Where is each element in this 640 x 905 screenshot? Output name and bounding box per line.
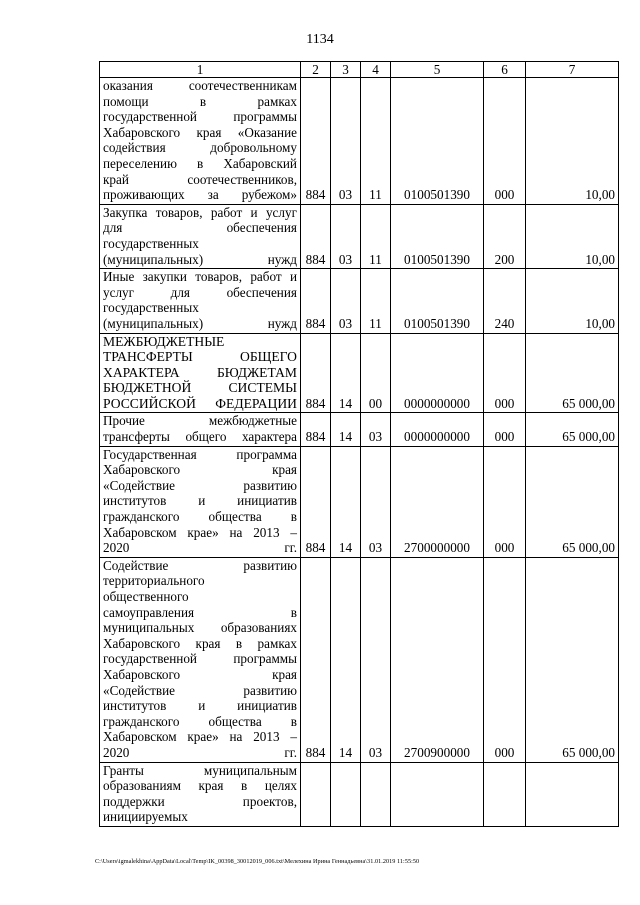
cell-target-article: 2700000000 bbox=[391, 446, 484, 557]
header-col-6: 6 bbox=[484, 62, 526, 78]
header-col-5: 5 bbox=[391, 62, 484, 78]
cell-ministry-code: 884 bbox=[301, 269, 331, 333]
item-name-line: «Содействие развитию bbox=[103, 477, 297, 493]
item-name-line: край соотечественников, bbox=[103, 171, 297, 187]
item-name-line: переселению в Хабаровский bbox=[103, 155, 297, 171]
cell-section: 14 bbox=[331, 557, 361, 762]
item-name-line: институтов и инициатив bbox=[103, 698, 297, 714]
cell-item-name bbox=[100, 762, 301, 826]
item-name-line: БЮДЖЕТНОЙ СИСТЕМЫ bbox=[103, 380, 297, 396]
header-col-4: 4 bbox=[361, 62, 391, 78]
cell-item-name bbox=[100, 446, 301, 557]
cell-target-article bbox=[391, 762, 484, 826]
cell-subsection: 11 bbox=[361, 204, 391, 268]
item-name-line: муниципальных образованиях bbox=[103, 620, 297, 636]
cell-item-name bbox=[100, 204, 301, 268]
item-name-line: образованиям края в целях bbox=[103, 778, 297, 794]
cell-item-name bbox=[100, 413, 301, 446]
table-row bbox=[100, 269, 619, 333]
cell-ministry-code: 884 bbox=[301, 413, 331, 446]
header-row bbox=[100, 62, 619, 78]
cell-expense-type: 000 bbox=[484, 78, 526, 205]
item-name-line: оказания соотечественникам bbox=[103, 78, 297, 93]
cell-subsection: 03 bbox=[361, 413, 391, 446]
cell-section: 14 bbox=[331, 333, 361, 413]
cell-amount: 65 000,00 bbox=[526, 333, 619, 413]
table-row bbox=[100, 557, 619, 762]
item-name-line: РОССИЙСКОЙ ФЕДЕРАЦИИ bbox=[103, 395, 297, 411]
item-name-line: ТРАНСФЕРТЫ ОБЩЕГО bbox=[103, 349, 297, 365]
cell-target-article: 2700900000 bbox=[391, 557, 484, 762]
cell-subsection: 11 bbox=[361, 78, 391, 205]
cell-expense-type bbox=[484, 762, 526, 826]
budget-table bbox=[99, 61, 619, 827]
item-name-line: 2020 гг. bbox=[103, 744, 297, 760]
cell-ministry-code bbox=[301, 762, 331, 826]
cell-section: 14 bbox=[331, 413, 361, 446]
cell-ministry-code: 884 bbox=[301, 446, 331, 557]
cell-target-article: 0100501390 bbox=[391, 78, 484, 205]
item-name-line: государственной программы bbox=[103, 651, 297, 667]
file-path-footer: C:\Users\igmalekhina\AppData\Local\Temp\IK_00398_30012019_006.txt\Мелехина Ирина Геннадьевна\31.01.2019 11:55:50 bbox=[95, 858, 420, 865]
item-name-line: 2020 гг. bbox=[103, 540, 297, 556]
item-name-line: самоуправления в bbox=[103, 604, 297, 620]
cell-subsection: 03 bbox=[361, 557, 391, 762]
item-name-line: проживающих за рубежом» bbox=[103, 187, 297, 203]
item-name-line: государственной программы bbox=[103, 109, 297, 125]
item-name-line: гражданского общества в bbox=[103, 509, 297, 525]
item-name-line: инициируемых bbox=[103, 809, 188, 825]
table-row bbox=[100, 762, 619, 826]
item-name-line: Гранты муниципальным bbox=[103, 762, 297, 778]
item-name-line: Хабаровского края bbox=[103, 666, 297, 682]
item-name-line: институтов и инициатив bbox=[103, 493, 297, 509]
item-name-line: Хабаровского края bbox=[103, 462, 297, 478]
item-name-line: Прочие межбюджетные bbox=[103, 413, 297, 429]
item-name-line: для обеспечения bbox=[103, 220, 297, 236]
item-name-line: поддержки проектов, bbox=[103, 793, 297, 809]
item-name-line: Хабаровского края «Оказание bbox=[103, 124, 297, 140]
item-name-line: государственных bbox=[103, 300, 199, 316]
cell-expense-type: 000 bbox=[484, 557, 526, 762]
item-name-line: Государственная программа bbox=[103, 446, 297, 462]
cell-target-article: 0000000000 bbox=[391, 333, 484, 413]
table-row bbox=[100, 333, 619, 413]
cell-amount: 65 000,00 bbox=[526, 557, 619, 762]
header-col-1: 1 bbox=[100, 62, 301, 78]
item-name-line: ХАРАКТЕРА БЮДЖЕТАМ bbox=[103, 364, 297, 380]
cell-expense-type: 200 bbox=[484, 204, 526, 268]
cell-amount: 65 000,00 bbox=[526, 446, 619, 557]
item-name-line: помощи в рамках bbox=[103, 93, 297, 109]
cell-subsection: 11 bbox=[361, 269, 391, 333]
cell-section: 03 bbox=[331, 204, 361, 268]
cell-section: 14 bbox=[331, 446, 361, 557]
cell-section: 03 bbox=[331, 269, 361, 333]
item-name-line: (муниципальных) нужд bbox=[103, 251, 297, 267]
cell-amount: 10,00 bbox=[526, 269, 619, 333]
item-name-line: Хабаровском крае» на 2013 – bbox=[103, 729, 297, 745]
cell-target-article: 0100501390 bbox=[391, 269, 484, 333]
page-number: 1134 bbox=[306, 32, 334, 47]
cell-item-name bbox=[100, 269, 301, 333]
header-col-2: 2 bbox=[301, 62, 331, 78]
item-name-line: Хабаровского края в рамках bbox=[103, 635, 297, 651]
cell-item-name bbox=[100, 333, 301, 413]
item-name-line: содействия добровольному bbox=[103, 140, 297, 156]
item-name-line: государственных bbox=[103, 235, 199, 251]
cell-target-article: 0000000000 bbox=[391, 413, 484, 446]
table-row bbox=[100, 78, 619, 205]
cell-target-article: 0100501390 bbox=[391, 204, 484, 268]
item-name-line: услуг для обеспечения bbox=[103, 284, 297, 300]
cell-amount: 10,00 bbox=[526, 78, 619, 205]
cell-expense-type: 240 bbox=[484, 269, 526, 333]
cell-item-name bbox=[100, 78, 301, 205]
cell-section: 03 bbox=[331, 78, 361, 205]
item-name-line: Иные закупки товаров, работ и bbox=[103, 269, 297, 285]
cell-item-name bbox=[100, 557, 301, 762]
header-col-3: 3 bbox=[331, 62, 361, 78]
cell-expense-type: 000 bbox=[484, 413, 526, 446]
item-name-line: трансферты общего характера bbox=[103, 429, 297, 445]
cell-amount: 65 000,00 bbox=[526, 413, 619, 446]
item-name-line: территориального bbox=[103, 573, 205, 589]
item-name-line: гражданского общества в bbox=[103, 713, 297, 729]
cell-amount: 10,00 bbox=[526, 204, 619, 268]
cell-amount bbox=[526, 762, 619, 826]
cell-ministry-code: 884 bbox=[301, 333, 331, 413]
cell-subsection: 03 bbox=[361, 446, 391, 557]
cell-expense-type: 000 bbox=[484, 446, 526, 557]
table-row bbox=[100, 446, 619, 557]
item-name-line: общественного bbox=[103, 589, 189, 604]
cell-subsection: 00 bbox=[361, 333, 391, 413]
cell-ministry-code: 884 bbox=[301, 204, 331, 268]
cell-subsection bbox=[361, 762, 391, 826]
item-name-line: МЕЖБЮДЖЕТНЫЕ bbox=[103, 333, 225, 349]
item-name-line: Хабаровском крае» на 2013 – bbox=[103, 524, 297, 540]
item-name-line: (муниципальных) нужд bbox=[103, 315, 297, 331]
cell-section bbox=[331, 762, 361, 826]
header-col-7: 7 bbox=[526, 62, 619, 78]
table-row bbox=[100, 413, 619, 446]
cell-ministry-code: 884 bbox=[301, 78, 331, 205]
item-name-line: Содействие развитию bbox=[103, 557, 297, 573]
cell-ministry-code: 884 bbox=[301, 557, 331, 762]
item-name-line: Закупка товаров, работ и услуг bbox=[103, 204, 297, 220]
table-row bbox=[100, 204, 619, 268]
item-name-line: «Содействие развитию bbox=[103, 682, 297, 698]
cell-expense-type: 000 bbox=[484, 333, 526, 413]
